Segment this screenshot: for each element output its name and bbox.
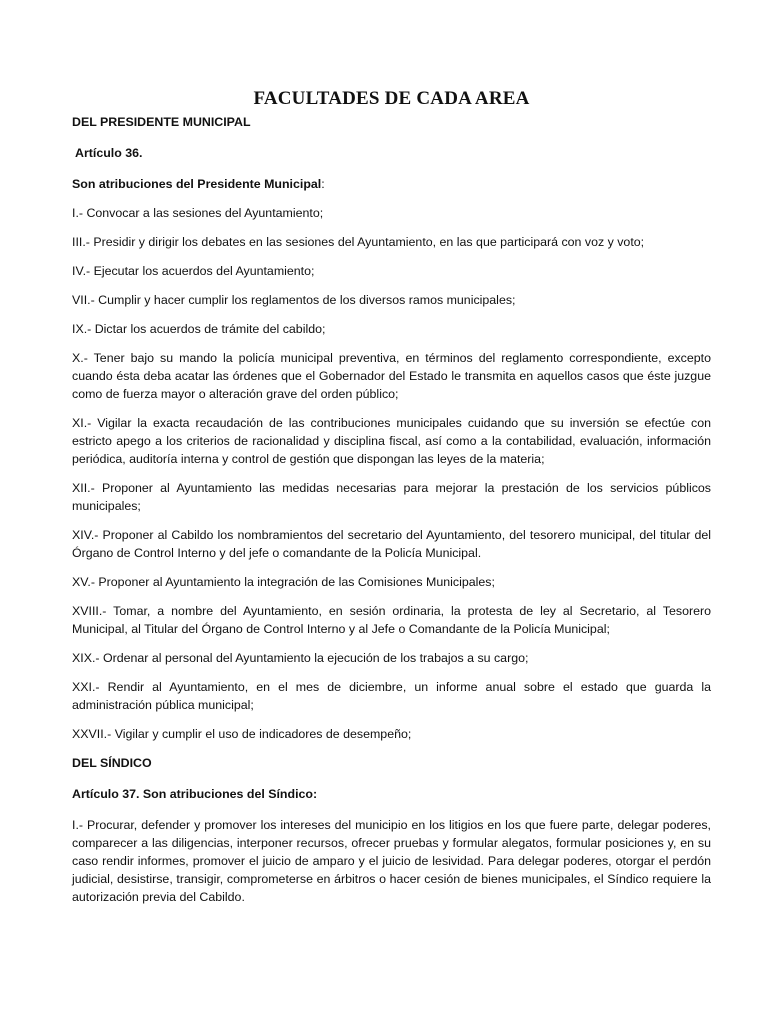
article-37-heading: Artículo 37. Son atribuciones del Síndico: — [72, 787, 318, 801]
intro-paragraph — [72, 175, 711, 193]
list-item: IX.- Dictar los acuerdos de trámite del cabildo; — [72, 322, 326, 336]
article-36-heading: Artículo 36. — [75, 146, 143, 160]
list-item: VII.- Cumplir y hacer cumplir los reglamentos de los diversos ramos municipales; — [72, 293, 516, 307]
list-item: XIV.- Proponer al Cabildo los nombramientos del secretario del Ayuntamiento, del tesorero municipal, del titular del Órgano de Control Interno y del jefe o comandante de la Policía Municipal. — [72, 528, 711, 560]
section-heading-sindico: DEL SÍNDICO — [72, 756, 152, 770]
list-item: XV.- Proponer al Ayuntamiento la integración de las Comisiones Municipales; — [72, 575, 495, 589]
sindico-items-list — [72, 816, 711, 906]
list-item: XXI.- Rendir al Ayuntamiento, en el mes de diciembre, un informe anual sobre el estado que guarda la administración pública municipal; — [72, 680, 711, 712]
list-item: I.- Convocar a las sesiones del Ayuntamiento; — [72, 206, 324, 220]
document-title: FACULTADES DE CADA AREA — [253, 88, 530, 109]
list-item: III.- Presidir y dirigir los debates en las sesiones del Ayuntamiento, en las que participará con voz y voto; — [72, 235, 645, 249]
list-item: XII.- Proponer al Ayuntamiento las medidas necesarias para mejorar la prestación de los servicios públicos municipales; — [72, 481, 711, 513]
list-item: XIX.- Ordenar al personal del Ayuntamiento la ejecución de los trabajos a su cargo; — [72, 651, 529, 665]
intro-bold-text: Son atribuciones del Presidente Municipal — [72, 177, 322, 191]
presidente-items-list — [72, 204, 711, 743]
list-item: X.- Tener bajo su mando la policía municipal preventiva, en términos del reglamento correspondiente, excepto cuando ésta deba acatar las órdenes que el Gobernador del Estado le transmita en aquellos casos que éste juzgue como de fuerza mayor o alteración grave del orden público; — [72, 351, 711, 401]
list-item: I.- Procurar, defender y promover los intereses del municipio en los litigios en los que fuere parte, delegar poderes, comparecer a las diligencias, interponer recursos, ofrecer pruebas y formular alegatos, formular posiciones y, en su caso rendir informes, promover el juicio de amparo y el juicio de lesividad. Para delegar poderes, otorgar el perdón judicial, desistirse, transigir, comprometerse en árbitros o hacer cesión de bienes municipales, el Síndico requiere la autorización previa del Cabildo. — [72, 818, 711, 904]
list-item: XXVII.- Vigilar y cumplir el uso de indicadores de desempeño; — [72, 727, 412, 741]
intro-colon: : — [321, 177, 325, 191]
list-item: XVIII.- Tomar, a nombre del Ayuntamiento, en sesión ordinaria, la protesta de ley al Secretario, al Tesorero Municipal, al Titular del Órgano de Control Interno y al Jefe o Comandante de la Policía Municipal; — [72, 604, 711, 636]
list-item: IV.- Ejecutar los acuerdos del Ayuntamiento; — [72, 264, 315, 278]
section-heading-presidente: DEL PRESIDENTE MUNICIPAL — [72, 115, 251, 129]
list-item: XI.- Vigilar la exacta recaudación de las contribuciones municipales cuidando que su inversión se efectúe con estricto apego a los criterios de racionalidad y disciplina fiscal, así como a la contabilidad, evaluación, información periódica, auditoría interna y control de gestión que dispongan las leyes de la materia; — [72, 416, 711, 466]
